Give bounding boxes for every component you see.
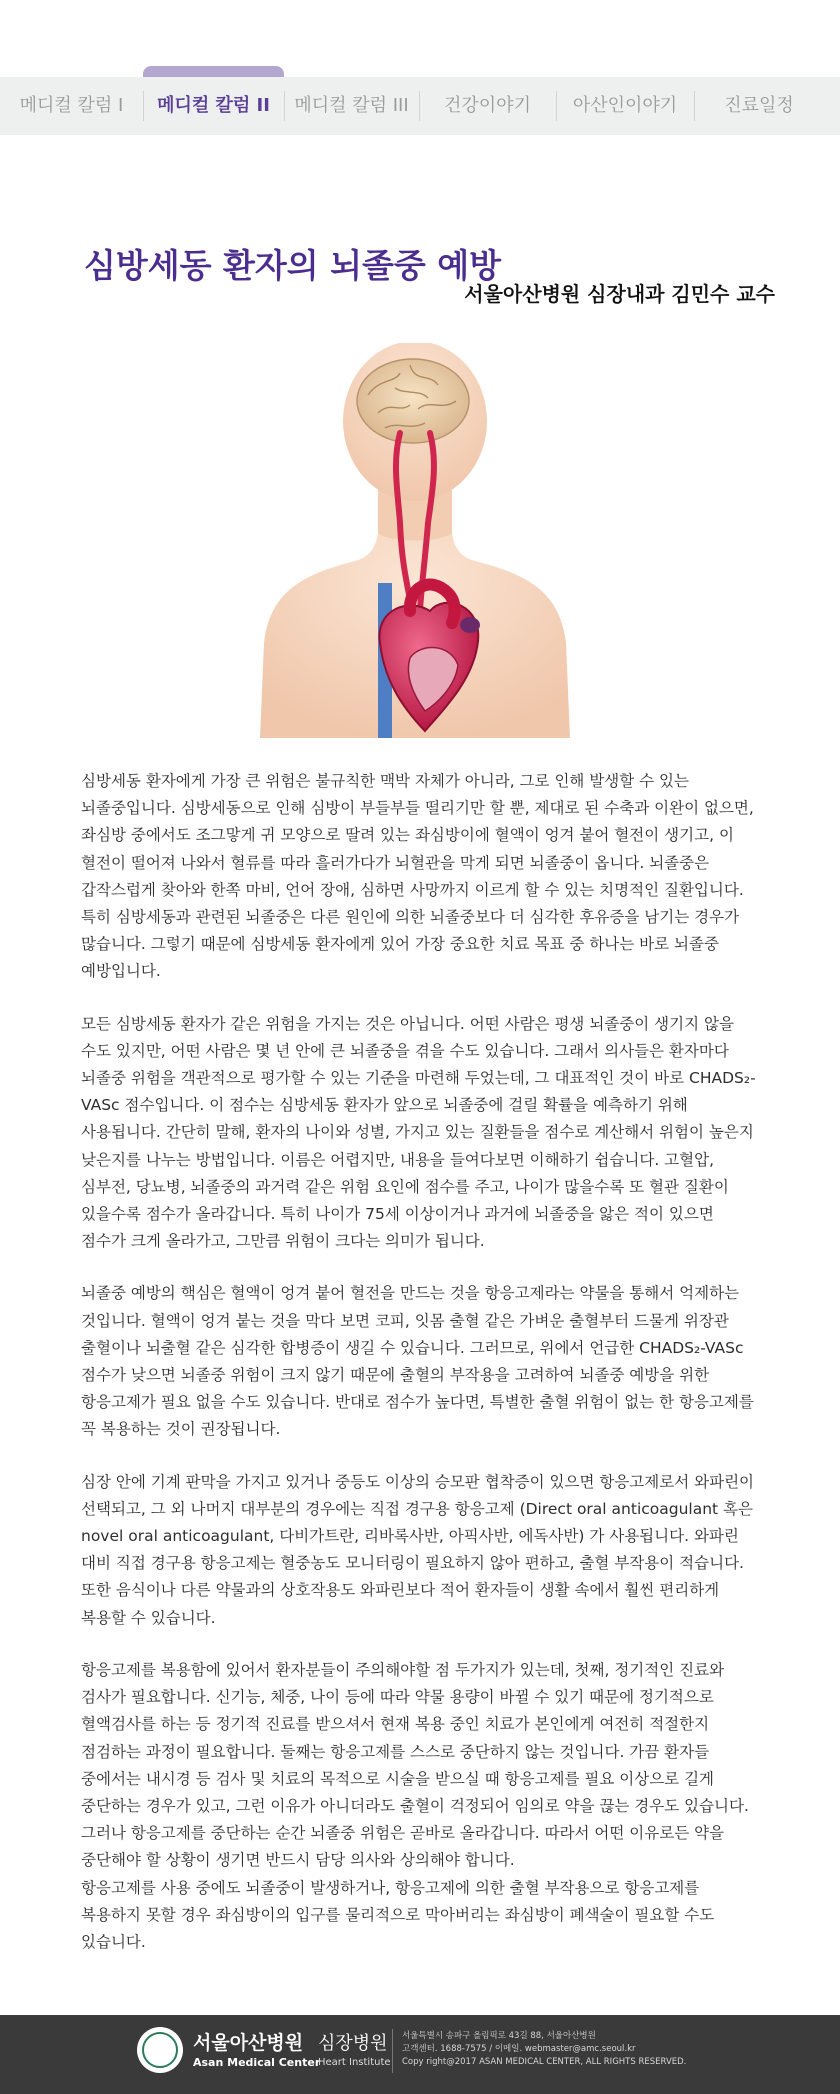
footer-contact: 고객센터. 1688-7575 / 이메일. webmaster@amc.seoul.kr (402, 2044, 636, 2054)
site-footer (0, 2015, 840, 2094)
footer-copyright: Copy right@2017 ASAN MEDICAL CENTER, ALL RIGHTS RESERVED. (402, 2057, 687, 2067)
tab-medical-column-2[interactable]: 메디컬 칼럼 II (157, 95, 270, 116)
article-body (81, 768, 763, 1981)
footer-hospital-name: 서울아산병원 (193, 2032, 304, 2054)
left-atrium (460, 617, 480, 633)
column-nav (0, 77, 840, 135)
footer-hospital-name-en: Asan Medical Center (193, 2056, 321, 2069)
active-tab-indicator (143, 66, 284, 77)
article-paragraph: 항응고제를 사용 중에도 뇌졸중이 발생하거나, 항응고제에 의한 출혈 부작용으로 항응고제를 복용하지 못할 경우 좌심방이의 입구를 물리적으로 막아버리는 좌심방이 폐색술이 필요할 수도 있습니다. (81, 1878, 715, 1951)
article-paragraph: 심방세동 환자에게 가장 큰 위험은 불규칙한 맥박 자체가 아니라, 그로 인해 발생할 수 있는 뇌졸중입니다. 심방세동으로 인해 심방이 부들부들 떨리기만 할 뿐, 제대로 된 수축과 이완이 없으면, 좌심방 중에서도 조그맣게 귀 모양으로 딸려 있는 좌심방이에 혈액이 엉겨 붙어 혈전이 생기고, 이 혈전이 떨어져 나와서 혈류를 따라 흘러가다가 뇌혈관을 막게 되면 뇌졸중이 옵니다. 뇌졸중은 갑작스럽게 찾아와 한쪽 마비, 언어 장애, 심하면 사망까지 이르게 할 수 있는 치명적인 질환입니다. 특히 심방세동과 관련된 뇌졸중은 다른 원인에 의한 뇌졸중보다 더 심각한 후유증을 남기는 경우가 많습니다. 그렇기 때문에 심방세동 환자에게 있어 가장 중요한 치료 목표 중 하나는 바로 뇌졸중 예방입니다. (81, 772, 754, 981)
footer-department: 심장병원 (318, 2033, 388, 2054)
tab-clinic-schedule[interactable]: 진료일정 (724, 95, 794, 116)
article-paragraph: 모든 심방세동 환자가 같은 위험을 가지는 것은 아닙니다. 어떤 사람은 평생 뇌졸중이 생기지 않을 수도 있지만, 어떤 사람은 몇 년 안에 큰 뇌졸중을 겪을 수도 있습니다. 그래서 의사들은 환자마다 뇌졸중 위험을 객관적으로 평가할 수 있는 기준을 마련해 두었는데, 그 대표적인 것이 바로 CHADS₂-VASc 점수입니다. 이 점수는 심방세동 환자가 앞으로 뇌졸중에 걸릴 확률을 예측하기 위해 사용됩니다. 간단히 말해, 환자의 나이와 성별, 가지고 있는 질환들을 점수로 계산해서 위험이 높은지 낮은지를 나누는 방법입니다. 이름은 어렵지만, 내용을 들여다보면 이해하기 쉽습니다. 고혈압, 심부전, 당뇨병, 뇌졸중의 과거력 같은 위험 요인에 점수를 주고, 나이가 많을수록 또 혈관 질환이 있을수록 점수가 올라갑니다. 특히 나이가 75세 이상이거나 과거에 뇌졸중을 앓은 적이 있으면 점수가 크게 올라가고, 그만큼 위험이 크다는 의미가 됩니다. (81, 1014, 756, 1251)
hospital-logo (137, 2027, 183, 2073)
article-paragraph: 뇌졸중 예방의 핵심은 혈액이 엉겨 붙어 혈전을 만드는 것을 항응고제라는 약물을 통해서 억제하는 것입니다. 혈액이 엉겨 붙는 것을 막다 보면 코피, 잇몸 출혈 같은 가벼운 출혈부터 드물게 위장관 출혈이나 뇌출혈 같은 심각한 합병증이 생길 수 있습니다. 그러므로, 위에서 언급한 CHADS₂-VASc 점수가 낮으면 뇌졸중 위험이 크지 않기 때문에 출혈의 부작용을 고려하여 뇌졸중 예방을 위한 항응고제가 필요 없을 수도 있습니다. 반대로 점수가 높다면, 특별한 출혈 위험이 없는 한 항응고제를 꼭 복용하는 것이 권장됩니다. (81, 1284, 754, 1439)
heart-brain-illustration-svg (260, 343, 570, 738)
tab-medical-column-1[interactable]: 메디컬 칼럼 I (19, 95, 124, 116)
page-title: 심방세동 환자의 뇌졸중 예방 (84, 246, 502, 286)
tab-asan-people-stories[interactable]: 아산인이야기 (572, 95, 678, 116)
footer-department-en: Heart Institute (318, 2057, 391, 2068)
heart-brain-illustration (260, 343, 570, 738)
article-paragraph: 심장 안에 기계 판막을 가지고 있거나 중등도 이상의 승모판 협착증이 있으면 항응고제로서 와파린이 선택되고, 그 외 나머지 대부분의 경우에는 직접 경구용 항응고제 (Direct oral anticoagulant 혹은 novel oral anticoagulant, 다비가트란, 리바록사반, 아픽사반, 에독사반) 가 사용됩니다. 와파린 대비 직접 경구용 항응고제는 혈중농도 모니터링이 필요하지 않아 편하고, 출혈 부작용이 적습니다. 또한 음식이나 다른 약물과의 상호작용도 와파린보다 적어 환자들이 생활 속에서 훨씬 편리하게 복용할 수 있습니다. (81, 1472, 755, 1627)
tab-medical-column-3[interactable]: 메디컬 칼럼 III (294, 95, 409, 116)
footer-address: 서울특별시 송파구 올림픽로 43길 88, 서울아산병원 (402, 2031, 596, 2041)
footer-divider (392, 2029, 393, 2073)
logo-ring (142, 2032, 178, 2068)
article-paragraph: 항응고제를 복용함에 있어서 환자분들이 주의해야할 점 두가지가 있는데, 첫째, 정기적인 진료와 검사가 필요합니다. 신기능, 체중, 나이 등에 따라 약물 용량이 바뀔 수 있기 때문에 정기적으로 혈액검사를 하는 등 정기적 진료를 받으셔서 현재 복용 중인 치료가 본인에게 여전히 적절한지 점검하는 과정이 필요합니다. 둘째는 항응고제를 스스로 중단하지 않는 것입니다. 가끔 환자들 중에서는 내시경 등 검사 및 치료의 목적으로 시술을 받으실 때 항응고제를 필요 이상으로 길게 중단하는 경우가 있고, 그런 이유가 아니더라도 출혈이 걱정되어 임의로 약을 끊는 경우도 있습니다. 그러나 항응고제를 중단하는 순간 뇌졸중 위험은 곧바로 올라갑니다. 따라서 어떤 이유로든 약을 중단해야 할 상황이 생기면 반드시 담당 의사와 상의해야 합니다. (81, 1660, 749, 1870)
tab-health-stories[interactable]: 건강이야기 (444, 95, 531, 116)
footer-info (402, 2030, 686, 2069)
author-byline: 서울아산병원 심장내과 김민수 교수 (464, 282, 775, 306)
